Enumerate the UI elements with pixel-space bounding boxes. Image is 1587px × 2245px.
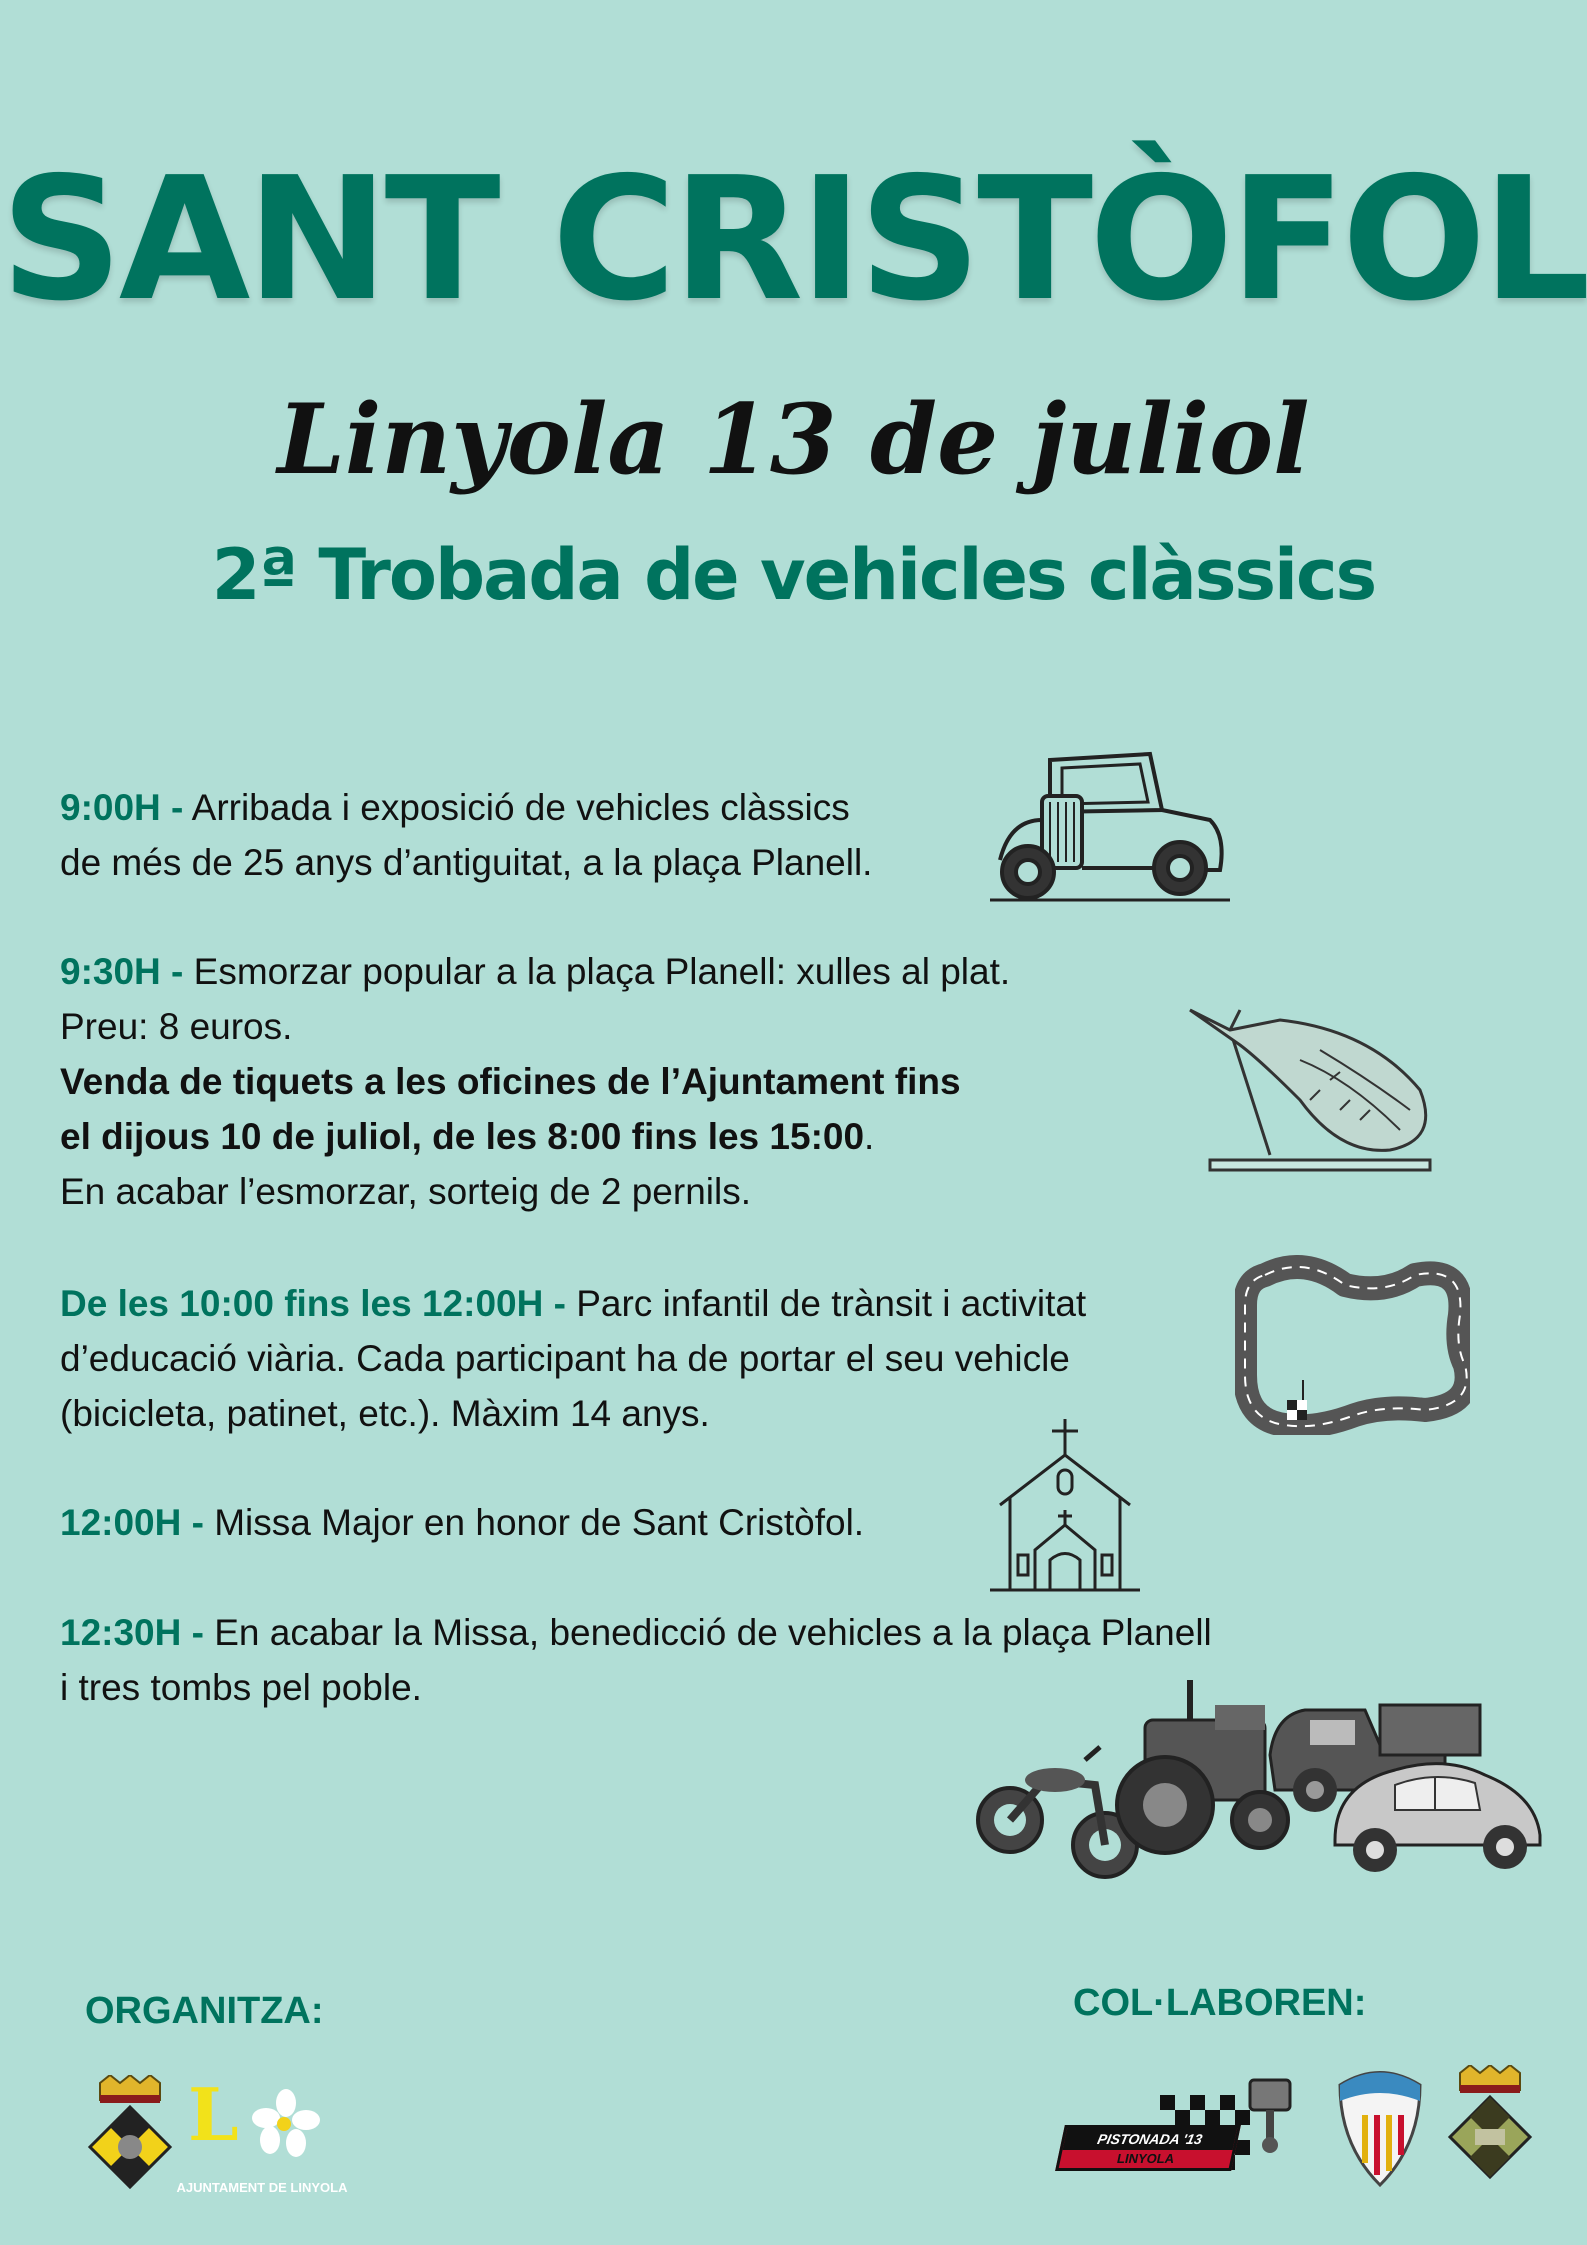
program-text: d’educació viària. Cada participant ha de portar el seu vehicle [60,1338,1070,1379]
logo-letter: L [188,2072,239,2157]
program-item-3 [60,1276,1086,1441]
organitza-label: ORGANITZA: [85,1990,324,2032]
program-text: (bicicleta, patinet, etc.). Màxim 14 anys. [60,1393,710,1434]
program-item-2 [60,944,1010,1219]
program-text: Missa Major en honor de Sant Cristòfol. [214,1502,865,1543]
program-item-4 [60,1495,864,1550]
vintage-vehicles-icon [975,1665,1545,1885]
pistonada-logo [1060,2075,1310,2180]
church-icon [990,1415,1140,1595]
racetrack-icon [1235,1255,1470,1435]
program-bold-text: Venda de tiquets a les oficines de l’Ajuntament fins [60,1061,961,1102]
program-bold-text: el dijous 10 de juliol, de les 8:00 fins les 15:00 [60,1116,865,1157]
program-text: Esmorzar popular a la plaça Planell: xulles al plat. [193,951,1011,992]
ajuntament-caption: AJUNTAMENT DE LINYOLA [176,2180,348,2195]
collaboren-label: COL·LABOREN: [1073,1982,1367,2024]
program-time: De les 10:00 fins les 12:00H - [60,1283,566,1324]
pistonada-caption: PISTONADA '13 [1063,2128,1238,2150]
program-text: Parc infantil de trànsit i activitat [576,1283,1087,1324]
piston-icon [1230,2075,1310,2155]
program-time: 9:30H - [60,951,184,992]
tractor-icon [1117,1680,1288,1853]
club-shield-icon [1330,2065,1430,2190]
program-text: Arribada i exposició de vehicles clàssics [191,787,850,828]
ham-icon [1170,990,1440,1175]
flower-icon [246,2088,326,2158]
program-time: 12:00H - [60,1502,204,1543]
classic-car-icon [990,740,1230,905]
village-coat-of-arms-icon [1445,2065,1535,2185]
program-text: i tres tombs pel poble. [60,1667,422,1708]
program-item-1 [60,780,872,890]
pistonada-badge [1055,2125,1241,2171]
program-text: En acabar la Missa, benedicció de vehicles a la plaça Planell [214,1612,1212,1653]
motorcycle-icon [978,1747,1137,1877]
program-text: En acabar l’esmorzar, sorteig de 2 pernils. [60,1171,752,1212]
program-time: 12:30H - [60,1612,204,1653]
event-title: 2ª Trobada de vehicles clàssics [211,534,1376,616]
date-line: Linyola 13 de juliol [277,383,1310,496]
poster-title: SANT CRISTÒFOL [0,141,1587,339]
program-text: de més de 25 anys d’antiguitat, a la plaça Planell. [60,842,873,883]
program-time: 9:00H - [60,787,184,828]
ajuntament-logo [176,2072,358,2200]
pistonada-sub: LINYOLA [1115,2151,1176,2166]
program-text: Preu: 8 euros. [60,1006,293,1047]
program-text: . [864,1116,875,1157]
